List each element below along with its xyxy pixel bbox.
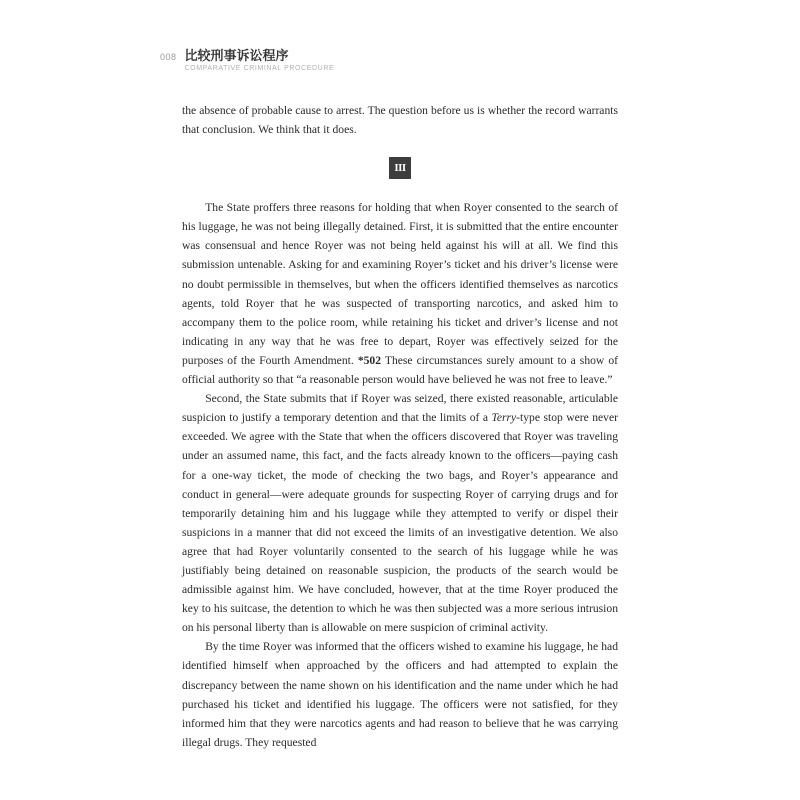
running-header [160, 49, 334, 73]
section-number-badge: III [389, 157, 411, 179]
paragraph-text-continued: -type stop were never exceeded. We agree with the State that when the officers discovered that Royer was traveling under an assumed name, this fact, and the facts already known to the officers—paying cash for a one-way ticket, the mode of checking the two bags, and Royer’s appearance and conduct in general—were adequate grounds for suspecting Royer of carrying drugs and for temporarily detaining him and his luggage while they attempted to verify or dispel their suspicions in a manner that did not exceed the limits of an investigative detention. We also agree that had Royer voluntarily consented to the search of his luggage while he was justifiably being detained on reasonable suspicion, the products of the search would be admissible against him. We have concluded, however, that at the time Royer produced the key to his suitcase, the detention to which he was then subjected was a more serious intrusion on his personal liberty than is allowable on mere suspicion of criminal activity. [182, 411, 618, 635]
section-heading [182, 157, 618, 179]
paragraph-second-reason [182, 389, 618, 637]
book-title [185, 49, 335, 73]
continued-paragraph: the absence of probable cause to arrest. The question before us is whether the record warrants that conclusion. We think that it does. [182, 104, 618, 137]
paragraph-text: Second, the State submits that if Royer was seized, there existed reasonable, articulable suspicion to justify a temporary detention and that the limits of a [182, 392, 618, 425]
paragraph-text-continued: These circumstances surely amount to a show of official authority so that “a reasonable person would have believed he was not free to leave.” [182, 353, 618, 387]
page-number: 008 [160, 52, 177, 62]
book-title-english: COMPARATIVE CRIMINAL PROCEDURE [184, 65, 335, 72]
paragraph-third: By the time Royer was informed that the officers wished to examine his luggage, he had identified himself when approached by the officers and had attempted to explain the discrepancy between the name shown on his identification and the name under which he had purchased his ticket and identified his luggage. The officers were not satisfied, for they informed him that they were narcotics agents and had reason to believe that he was carrying illegal drugs. They requested [182, 640, 618, 749]
paragraph-text: The State proffers three reasons for holding that when Royer consented to the search of his luggage, he was not being illegally detained. First, it is submitted that the entire encounter was consensual and hence Royer was not being held against his will at all. We find this submission untenable. Asking for and examining Royer’s ticket and his driver’s license were no doubt permissible in themselves, but when the officers identified themselves as narcotics agents, told Royer that he was suspected of transporting narcotics, and asked him to accompany them to the police room, while retaining his ticket and driver’s license and not indicating in any way that he was free to depart, Royer was effectively seized for the purposes of the Fourth Amendment. [182, 201, 618, 367]
case-name-italic: Terry [491, 411, 517, 425]
paragraph-first-reason [182, 198, 618, 389]
star-page-marker: *502 [357, 353, 381, 367]
page-body [182, 101, 618, 752]
book-title-chinese: 比较刑事诉讼程序 [184, 49, 289, 64]
